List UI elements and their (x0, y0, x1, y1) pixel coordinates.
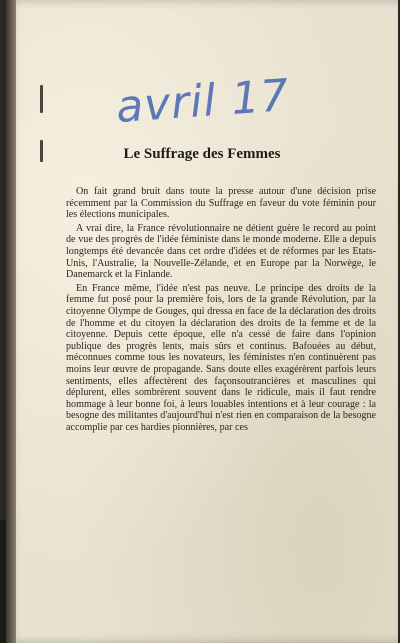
article-title: Le Suffrage des Femmes (123, 146, 281, 162)
paragraph-1: On fait grand bruit dans toute la presse autour d'une décision prise récemment par la Commission du Suffrage en faveur du vote féminin pour les élections municipales. (66, 186, 376, 221)
article-body (66, 186, 376, 435)
binding-edge (6, 0, 16, 643)
staple-mark (40, 85, 43, 113)
document-page (6, 0, 398, 643)
paragraph-3: En France même, l'idée n'est pas neuve. Le principe des droits de la femme fut posé pour la première fois, lors de la grande Révolution, par la citoyenne Olympe de Gouges, qui dressa en face de la déclaration des droits de l'homme et du citoyen la déclaration des droits de la femme et de la citoyenne. Depuis cette époque, elle n'a cessé de faire dans l'opinion publique des progrès lents, mais sûrs et continus. Bafouées au début, méconnues comme tous les novateurs, les féministes n'en continuèrent pas moins leur œuvre de propagande. Sans doute elles exagérèrent parfois leurs sentiments, elles affectèrent des façonsoutrancières et masculines qui déplurent, elles sombrèrent souvent dans le ridicule, mais il faut rendre hommage à leur bonne foi, à leurs louables intentions et à leur courage : la besogne des militantes d'aujourd'hui n'est rien en comparaison de la besogne accomplie par ces hardies pionnières, par ces (66, 282, 376, 433)
handwritten-date-note: avril 17 (114, 70, 292, 133)
paragraph-2: A vrai dire, la France révolutionnaire ne détient guère le record au point de vue des progrès de l'idée féministe dans le monde moderne. Elle a depuis longtemps été devancée dans cet ordre d'idées et de réformes par les Etats-Unis, l'Australie, la Nouvelle-Zélande, et en Europe par la Norwège, le Danemarck et la Finlande. (66, 222, 376, 281)
background-strip (0, 520, 6, 643)
